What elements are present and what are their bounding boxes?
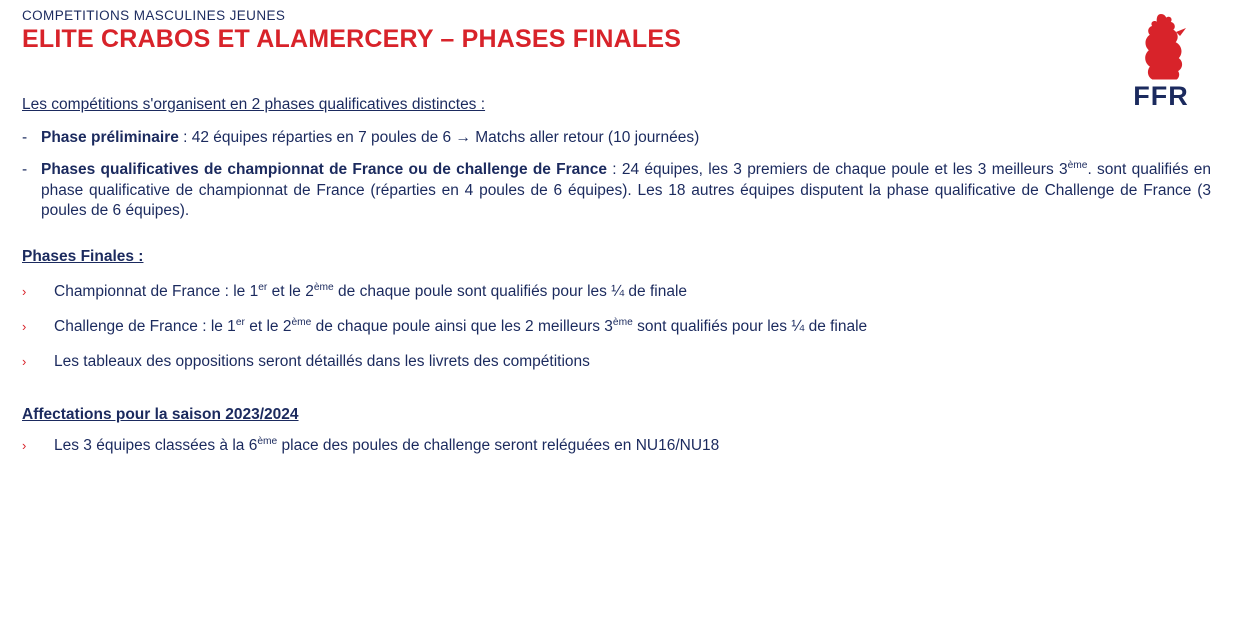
list-item-text [41,128,1211,148]
list-item [22,160,1211,221]
list-item-bold: Phases qualificatives de championnat de France ou de challenge de France [41,161,608,179]
logo-text: FFR [1133,81,1189,111]
list-item [22,352,1211,372]
section-heading-affectations: Affectations pour la saison 2023/2024 [22,406,299,424]
dash-marker: - [22,161,28,179]
list-item [22,436,1211,456]
list-item [22,128,1211,148]
slide-header [22,8,1022,54]
chevron-right-icon: › [22,438,27,454]
list-item-text: Championnat de France : le 1er et le 2ème de chaque poule sont qualifiés pour les ¼ de finale [54,281,688,300]
page-title: ELITE CRABOS ET ALAMERCERY – PHASES FINALES [22,25,682,53]
list-item [22,282,1211,302]
list-item-text: Les tableaux des oppositions seront détaillés dans les livrets des compétitions [54,353,590,371]
affectations-list [22,436,1211,456]
chevron-right-icon: › [22,318,27,334]
list-item-bold: Phase préliminaire [41,129,179,146]
chevron-right-icon: › [22,354,27,370]
chevron-right-icon: › [22,283,27,299]
rooster-icon [1111,12,1211,82]
list-item-text: Les 3 équipes classées à la 6ème place des poules de challenge seront reléguées en NU16/NU18 [54,436,720,455]
lead-paragraph: Les compétitions s'organisent en 2 phases qualificatives distinctes : [22,96,486,113]
slide-content [22,96,1211,471]
list-item-rest: : 42 équipes réparties en 7 poules de 6 → Matchs aller retour (10 journées) [178,129,700,146]
list-item-rest: : 24 équipes, les 3 premiers de chaque poule et les 3 meilleurs 3ème. sont qualifiés en phase qualificative de championnat de France (réparties en 4 poules de 6 équipes). Les 18 autres équipes disputent la phase qualificative de Challenge de France (3 poules de 6 équipes). [41,160,1211,220]
phases-finales-list [22,282,1211,372]
list-item-text: Challenge de France : le 1er et le 2ème de chaque poule ainsi que les 2 meilleurs 3ème sont qualifiés pour les ¼ de finale [54,316,868,335]
dash-marker: - [22,129,28,146]
section-heading-phases-finales: Phases Finales : [22,247,144,265]
eyebrow-text: COMPETITIONS MASCULINES JEUNES [22,8,286,23]
list-item-text [41,160,1211,221]
list-item [22,317,1211,337]
